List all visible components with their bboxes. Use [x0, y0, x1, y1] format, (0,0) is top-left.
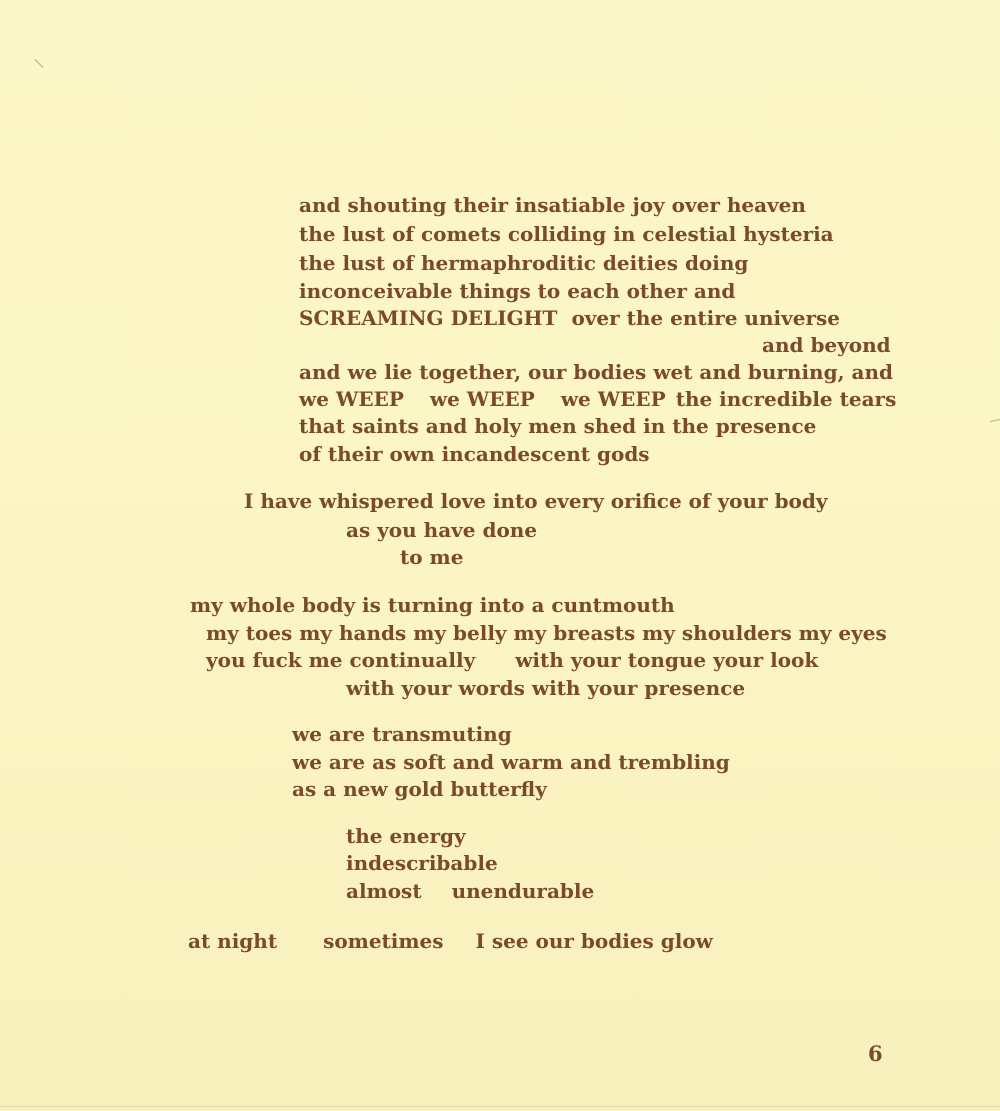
- poem-line: [299, 306, 840, 330]
- poem-phrase: you fuck me continually: [206, 648, 476, 672]
- poem-phrase: we WEEP: [299, 387, 404, 411]
- poem-phrase: almost: [346, 879, 422, 903]
- poem-phrase: SCREAMING DELIGHT: [299, 306, 558, 330]
- poem-line: the lust of comets colliding in celestial hysteria: [299, 222, 834, 246]
- poem-line: [346, 879, 594, 903]
- poem-phrase: over the entire universe: [571, 306, 840, 330]
- poem-line: my toes my hands my belly my breasts my shoulders my eyes: [206, 621, 887, 645]
- poem-line: [299, 387, 896, 411]
- poem-line: of their own incandescent gods: [299, 442, 650, 466]
- poem-line: that saints and holy men shed in the presence: [299, 414, 817, 438]
- poem-line: we are as soft and warm and trembling: [292, 750, 730, 774]
- poem-line: I have whispered love into every orifice of your body: [244, 489, 828, 513]
- poem-phrase: we WEEP: [560, 387, 666, 411]
- poem-line: [206, 648, 818, 672]
- poem-line: inconceivable things to each other and: [299, 279, 736, 303]
- page-number: 6: [868, 1041, 883, 1066]
- poem-line: and shouting their insatiable joy over heaven: [299, 193, 806, 217]
- poem-phrase: unendurable: [451, 879, 595, 903]
- poem-phrase: with your tongue your look: [515, 648, 819, 672]
- poem-line: to me: [400, 545, 464, 569]
- poem-line: and we lie together, our bodies wet and burning, and: [299, 360, 893, 384]
- poem-line: as you have done: [346, 518, 538, 542]
- poem-line: the lust of hermaphroditic deities doing: [299, 251, 749, 275]
- poem-phrase: we WEEP: [429, 387, 535, 411]
- poem-line: the energy: [346, 824, 466, 848]
- poem-line: [188, 929, 713, 953]
- poem-line: my whole body is turning into a cuntmouth: [190, 593, 675, 617]
- poem-line: we are transmuting: [292, 722, 512, 746]
- poem-line: as a new gold butterfly: [292, 777, 547, 801]
- poem-line: with your words with your presence: [346, 676, 746, 700]
- scan-mark: [34, 59, 43, 68]
- poem-line: indescribable: [346, 851, 498, 875]
- poem-phrase: at night: [188, 929, 278, 953]
- scan-mark: [990, 419, 1000, 422]
- poem-line: and beyond: [762, 333, 891, 357]
- poem-phrase: I see our bodies glow: [475, 929, 713, 953]
- poem-phrase: sometimes: [323, 929, 444, 953]
- page-edge-line: [0, 1106, 1000, 1107]
- poem-phrase: the incredible tears: [675, 387, 897, 411]
